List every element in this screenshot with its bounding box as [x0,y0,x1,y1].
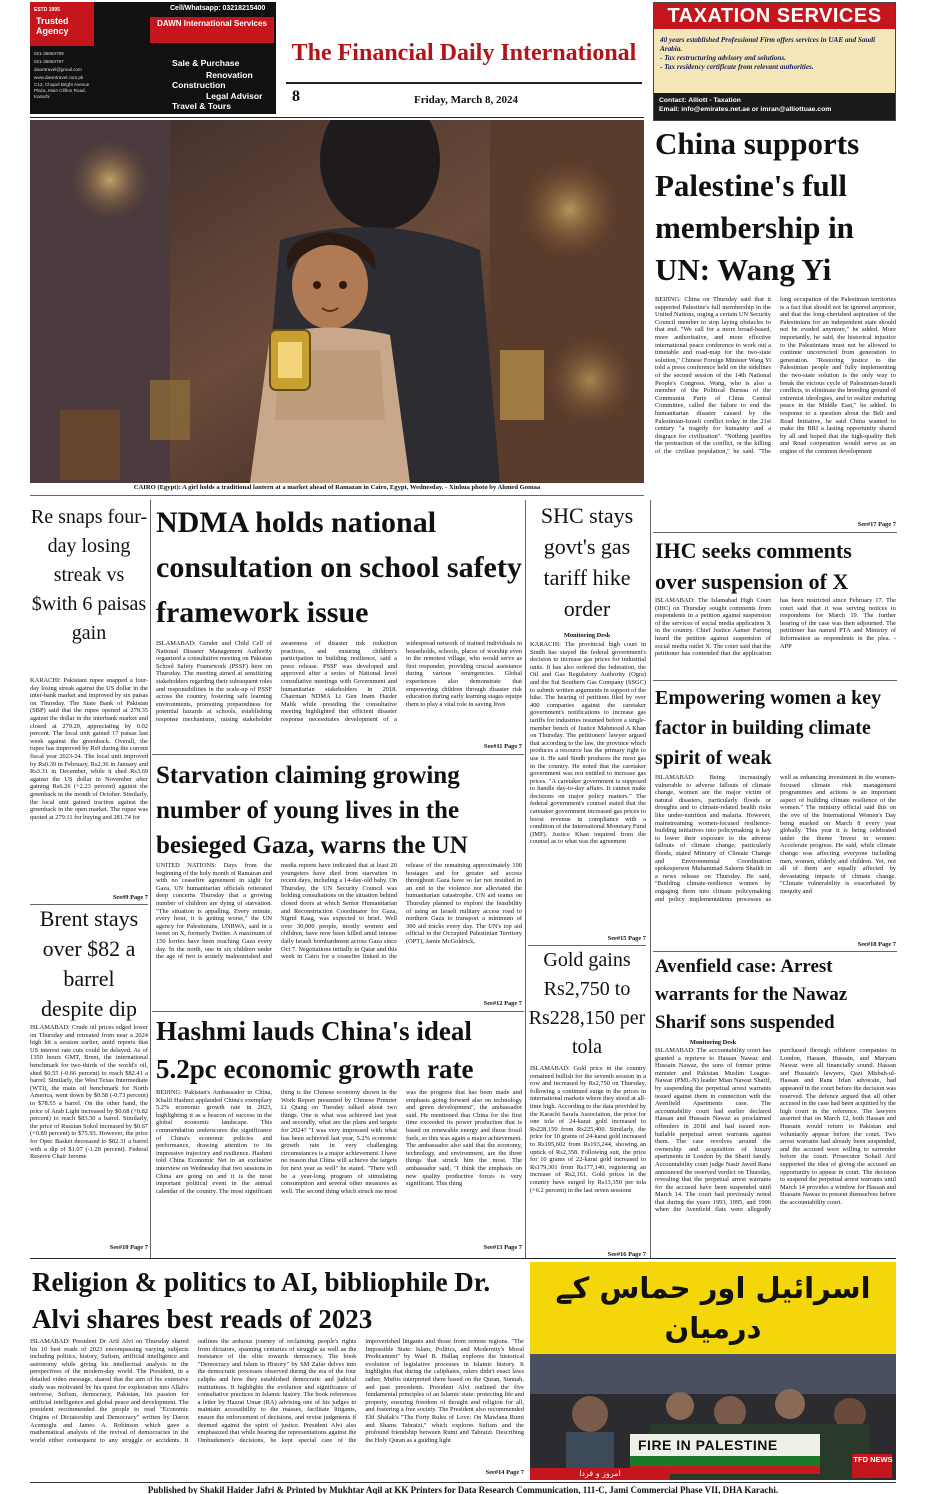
headline-rupee[interactable]: Re snaps four-day losing streak vs $with 6 paisas gain [30,506,148,644]
headline-gaza[interactable]: Starvation claiming growing number of young lives in the besieged Gaza, warns the UN [156,762,468,859]
see-page-link[interactable]: See#14 Page 7 [485,1469,524,1476]
article-ihc-body [655,597,896,677]
newspaper-title: The Financial Daily International [291,40,637,66]
photo-caption: CAIRO (Egypt): A girl holds a traditional lantern at a market ahead of Ramazan in Cairo, Egypt, Wednesday. - Xinhua photo by Ahmed Gomaa [133,484,541,491]
headline-brent[interactable]: Brent stays over $82 a barrel despite dip [39,906,139,1021]
article-gold-body [530,1065,646,1252]
byline: Monitoring Desk [689,1039,737,1046]
headline-ndma[interactable]: NDMA holds national consultation on school safety framework issue [156,506,522,629]
left-advertisement[interactable] [30,2,276,114]
headline-avenfield[interactable]: Avenfield case: Arrest warrants for the Nawaz Sharif sons suspended [655,956,848,1033]
contact-line: www.dawntravel.com.pk [34,75,84,80]
service-item: Renovation [206,70,253,80]
byline: Monitoring Desk [563,632,611,639]
contact-line: 021-35863797 [34,59,64,64]
ad-email-line: Email: info@emirates.net.ae or imran@alliottuae.com [659,106,832,113]
taxation-advertisement[interactable] [653,2,896,121]
article-text: BEIJING: Pakistan's Ambassador to China, Khalil Hashmi applauded China's exemplary 5.2% economic growth rate in 2023, highlighting it as a beacon of success in the global economic landscape. This commendation underscores the significance of China's economic policies and performance, drawing attention to its impressive trajectory and resilience. Hashmi told China Economic Net in an exclusive interview on Wednesday that two sessions in China are going on and it is the most important political event in the annual calendar of the country. The most significant thing is the Chinese economy shown in the Work Report presented by Chinese Premier Li Qiang on Tuesday talked about two things. One is what was achieved last year and secondly, what are the plans and targets for 2024? "I was very impressed with what has been achieved last year, 5.2% economic growth rate in very challenging circumstances is a major achievement. I have no reason that China will achieve the targets for next year as well" he stated. "There will be a year-long program of stimulating consumption and several other measures as well. The second thing which struck me most was the progress that has been made and emphasis going forward also on technology and green development", the ambassador said. He mentioned that China for the first time exceeded its power production that is based on renewable energy and those fossil fuels, so this was again a major achievement. The ambassador also said that the economy, technology, and environment, are the three things that struck him the most. The ambassador said, "I think the emphasis on new quality productive forces is very significant. This thing [156,1089,522,1195]
header-divider [30,117,644,118]
headline-china[interactable]: China supports Palestine's full membership in UN: Wang Yi [655,126,860,287]
article-women-body [655,774,896,942]
contact-list [34,50,94,100]
article-text: KARACHI: The provincial high court in Sindh has stayed the federal government's decision to increase gas prices for industrial units. It has also ordered the federation, the Oil and Gas Regulatory Authority (Ogra) and the Sui Southern Gas Company (SSGC) to submit written arguments in support of the hike. The hearing of petitions filed by over 400 companies against the caretaker government's notifications to increase gas tariffs for industries resumed before a single-member bench of Justice Mahmood A Khan on Thursday. The petitioners' lawyer argued that according to the law, the province which produces a resource has the primary right to use it. He said Sindh produces the most gas in the country. He noted that the caretaker government was not entitled to increase gas prices. "A caretaker government is supposed to handle day-to-day affairs. It cannot make decisions on major policy matters." The federal government's counsel stated that the caretaker government increased gas prices to boost revenue in compliance with a condition of the International Monetary Fund (IMF). Justice Khan inquired from the counsel as to what was the agreement [530,641,646,846]
headline-hashmi[interactable]: Hashmi lauds China's ideal 5.2pc economic growth rate [156,1016,474,1084]
jump-hashmi[interactable] [156,1244,522,1251]
see-page-link[interactable]: See#15 Page 7 [607,935,646,942]
article-alvi-body [30,1338,524,1470]
headline-gold[interactable]: Gold gains Rs2,750 to Rs228,150 per tola [528,949,646,1058]
service-item: Sale & Purchase [172,58,240,68]
article-text: ISLAMABAD: Crude oil prices edged lower on Thursday and retreated from near a 2024 high hit a session earlier, amid reports that US interest rate cuts could be delayed. As of 1350 hours GMT, Brent, the international benchmark for two-thirds of the world's oil, shed $0.55 (-0.66 percent) to reach $82.41 a barrel. Similarly, the West Texas Intermediate (WTI), the main oil benchmark for North America, went down by $0.58 (-0.73 percent) to $78.55 a barrel. On the other hand, the price of Arab Light increased by $0.68 (+0.82 percent) to reach $83.50 a barrel. Similarly, the price of Russian Sokol increased by $0.67 (+0.89 percent) to $75.93. However, the price for Opec Basket decreased to $82.31 a barrel with a dip of $1.07 (-1.28 percent). Federal Reserve Chair Jerome [30,1024,148,1161]
jump-shc[interactable] [530,935,646,942]
see-page-link[interactable]: See#18 Page 7 [857,941,896,948]
article-brent-body [30,1024,148,1232]
headline-alvi[interactable]: Religion & politics to AI, bibliophile Dr. Alvi shares best reads of 2023 [32,1267,491,1334]
see-page-link[interactable]: See#11 Page 7 [484,743,522,750]
publication-date: Friday, March 8, 2024 [414,94,518,106]
ad-body [654,29,895,93]
trusted-agency-badge [30,2,94,46]
urdu-caption: امروز و فردا [579,1469,621,1478]
article-china-body [655,296,896,521]
article-text: ISLAMABAD: Gold price in the country remained bullish for the seventh session in a row and increased by Rs2,750 on Thursday, following a continued surge in the prices in international markets where they stood at all-time high. According to the data provided by the Karachi Sarafa Association, the price for one tola of 24-karat gold increased to Rs228,150 from Rs225,400. Similarly, the price for 10 grams of 24-karat gold increased to Rs195,602 from Rs193,244, showing an uptick of Rs2,358. Following suit, the price for 10 grams of 22-karat gold increased to Rs179,301 from Rs177,140, registering an increase of Rs2,161. Gold prices in the country have surged by Rs13,350 per tola (+6.2 percent) in the last seven sessions [530,1065,646,1194]
article-text: UNITED NATIONS: Days from the beginning of the holy month of Ramazan and with no ceasefire agreement in sight for Gaza, UN humanitarian officials reiterated deep concerns Thursday that a growing number of children are dying of starvation. "The situation is appalling. Every minute, every hour, it is getting worse," the UN agency for Palestinians, UNRWA, said in a tweet on X, formerly Twitter. A maximum of 150 lorries have been reaching Gaza every day. In the north, one in six children under the age of two is acutely malnourished and media reports have indicated that at least 20 youngsters have died from starvation in recent days, including a 14-day-old baby. On Thursday, the UN Security Council was holding consultations on the situation behind closed doors at which Senior Humanitarian and Reconstruction Coordinator for Gaza, Sigrid Kaag, was expected to brief. Well over 30,000 people, mostly women and children, have now been killed amid intense daily Israeli bombardment across Gaza since Oct 7. Negotiations initially in Qatar and this week in Cairo for a ceasefire linked to the release of the remaining approximately 100 hostages and for greater aid access throughout Gaza have so far not resulted in an end to the violence nor alleviated the humanitarian catastrophe. UN aid teams on Thursday planned to explore the feasibility of using an Israeli military access road to northern Gaza to transport a minimum of 300 aid trucks every day. The UN's top aid official in the Occupied Palestinian Territory (OPT), Jamie McGoldrick, [156,862,522,961]
ad-line: - Tax residency certificate from relevant authorities. [660,63,814,71]
column-rule [150,500,151,1258]
divider [152,754,524,755]
tfd-news-logo: TFD NEWS [853,1455,893,1464]
service-item: Legal Advisor [206,91,263,101]
jump-ndma[interactable] [156,743,522,750]
contact-line: dawntravel@gmail.com [34,67,82,72]
column-rule [525,500,526,1258]
article-hashmi-body [156,1089,522,1245]
see-page-link[interactable]: See#17 Page 7 [857,521,896,528]
article-text: ISLAMABAD: Being increasingly vulnerable to adverse fallouts of climate change, women are the major victim of natural disasters, particularly floods or droughts and to climate-related health risks like under-nutrition and malaria. However, mainstreaming women-focused resilience-building initiatives into policymaking is key to lower their exposure to the adverse fallouts of climate change, particularly floods, stated Ministry of Climate Change and Environmental Coordination spokesperson Muhammad Saleem Shaikh in a news release on Thursday. He said, "Building climate-resilience women by engaging them into climate policymaking and policy implementations processes as well as enhancing investment in the women-focused climate risk management programmes and actions is an important aspect of building climate resilience of the women." The ministry official said this on the eve of the International Women's Day being marked on March 8 every year globally. This year it is being celebrated under the theme 'Invest in women: Accelerate progress. He said, while climate change was affecting everyone including men, women, elderly and children. Yet, not all of them are equally affected by devastating impacts of climate change. "Climate vulnerability is exacerbated by inequity and [655,774,896,903]
service-item: Construction [172,80,226,90]
article-text: BEIJING: China on Thursday said that it supported Palestine's full membership in the United Nations, urging a certain UN Security Council member to stop laying obstacles to that end. "We call for a more broad-based, more authoritative, and more effective international peace conference to work out a timetable and road-map for the two-state solution," Chinese Foreign Minister Wang Yi told a press conference held on the sidelines of the second session of the 14th National People's Congress. Wang, who is also a member of the Political Bureau of the Communist Party of China Central Committee, called the failure to end the humanitarian disaster caused by the Palestinian-Israeli conflict today in the 21st century "a tragedy for humanity and a disgrace for civilization". "Nothing justifies the protraction of the conflict, or the killing of the civilian population," he said. "The long occupation of the Palestinian territories is a fact that should not be ignored anymore, and that the long-cherished aspiration of the Palestinians for an independent state should not be evaded anymore," he added. More importantly, he said, the historical injustice to the Palestinians must not be allowed to continue uncorrected from generation to generation. "Restoring justice to the Palestinian people and fully implementing the two-state solution is the only way to break the vicious cycle of Palestinian-Israeli conflicts, to eliminate the breeding ground of extremist ideologies, and to realize enduring peace in the Middle East," he added. In response to a question about the Belt and Road Initiative, he said China wanted to make the BRI a lasting opportunity shared by all and hoped that the high-quality Belt and Road cooperation would serve as an engine of the common development [655,296,896,455]
ad-line: 40 years established Professional Firm offers services in UAE and Saudi Arabia. [660,36,876,53]
jump-women[interactable] [655,941,896,948]
jump-gold[interactable] [530,1251,646,1258]
headline-ihc[interactable]: IHC seeks comments over suspension of X [655,538,852,594]
see-page-link[interactable]: See#16 Page 7 [607,1251,646,1258]
protest-photo [530,1354,896,1480]
article-text: ISLAMABAD: Gender and Child Cell of National Disaster Management Authority organized a consultative meeting on Pakistan School Safety Framework (PSSF) here on Thursday. The meeting aimed at sensitizing stakeholders regarding their subsequent roles and responsibilities in the scale-up of PSSF across the country, fostering safe learning environments, promoting preparedness for potential hazards at schools, establishing response mechanisms, raising stakeholder awareness of disaster risk reduction practices, and ensuring children's participation in building resilience, said a press release. PSSF was developed and approved after a series of National level consultative meetings with Government and humanitarian stakeholders in 2018. Chairman NDMA Lt Gen Inam Haider Malik while presiding the consultative meeting highlighted that efficient disaster response necessitates development of a widespread network of trained individuals in households, schools, places of worship even in the remotest village, who would serve as first responder, providing crucial assistance during various emergencies. Global experiences also demonstrate that empowering children through disaster risk education during early learning stages equips them to play a vital role in saving lives [156,640,522,723]
see-page-link[interactable]: See#13 Page 7 [483,1244,522,1251]
article-text: ISLAMABAD: President Dr Arif Alvi on Thursday shared his 10 best reads of 2023 encompassing varying subjects including politics, history, Sufism, artificial intelligence and astronomy while giving his intellectual analysis in the perspectives of the modern-day world. The President, in a detailed video message, shared that the aim of his extensive study was motivated by his quest for exploration into Allah's universe, Sufism, democracy, Pakistan, his passion for artificial intelligence and global peace and development. The president recommended the people to read "Economic Origins of Dictatorship and Democracy" written by Daron Acemoglu and James A. Robinson which gave a mathematical analysis of the revival of democracies in the world either consequent to any struggle or accidents. It outlines the arduous journey of reclaiming people's rights from dictators, spanning centuries of struggle as well as the resistance of the elite towards democracy. The book "Democracy and Islam in History" by SM Zafar delves into the democratic processes observed during the era of the four caliphs and how they established democratic and judicial institutions. It highlights the evolution and significance of consultative practices in Islamic history. The book references a letter by Hazrat Umar (RA) advising one of his judges to maintain accessibility to the masses, facilitate litigants, ensure the enforcement of decisions, and revise judgments if deemed against the spirit of justice. President Alvi also emphasized that while hearing the representations against the Ombudsmen's decisions, he kept special care of the impoverished litigants and those from remote regions. "The Impossible State: Islam, Politics, and Modernity's Moral Predicament" by Wael B. Hallaq explores the historical evolution of legislative processes in Islamic history. It highlights that during the caliphates, rulers didn't enact laws rather, Muftis interpreted them based on the Quran, Sunnah, and past precedents. President Alvi outlined the five fundamental principles of an Islamic state: protecting life and property, ensuring freedom of thought and religion for all, and fostering a free society. The President also recommended Elif Shafak's "The Forty Rules of Love: On Mawlana Rumi and Shams Tabraizi," which explores Sufism and the profound friendship between Rumi and Tabraizi. Describing the Holy Quran as a guiding light [30,1338,524,1444]
jump-gaza[interactable] [156,1000,522,1007]
jump-brent[interactable] [30,1244,148,1251]
ad-contact [654,93,895,120]
article-shc-body [530,641,646,934]
column-rule [650,500,651,1258]
brand-name: DAWN International Services [150,17,274,43]
article-text: KARACHI: Pakistani rupee snapped a four-day losing streak against the US dollar in the inter-bank market and improved by six paisas on Thursday. The State Bank of Pakistan (SBP) said that the rupee opened at 279.35 against the dollar in the interbank market and closed at 279.29, appreciating by 0.02 percent. The local unit gained 17 paisas last week against the greenback. Overall, the rupee has improved by Rs9 during the current fiscal year 2023-24. The local unit improved by Rs0.39 in February, Rs2.36 in January and Rs3.31 in December, while it shed Rs3.69 against the US dollar in November after gaining Rs6.26 (+2.23 percent) against the greenback in the month of October. Similarly, the local unit gained traction against the greenback in the open market. The rupee was quoted at 279.11 for buying and 281.74 for [30,677,148,821]
article-gaza-body [156,862,522,1001]
page-number: 8 [292,88,300,105]
article-ndma-body [156,640,522,744]
jump-rupee[interactable] [30,894,148,901]
contact-line: 021-35863789 [34,51,64,56]
article-text: ISLAMABAD: The accountability court has granted a reprieve to Hassan Nawaz and Hussain Nawaz, the sons of former prime minister and Pakistan Muslim League-Nawaz (PML-N) leader Mian Nawaz Sharif, by suspending the perpetual arrest warrants issued against them in connection with the Avenfield Apartments case. The accountability court had earlier declared Hassan and Hussain Nawaz as proclaimed offenders in 2018 and had issued non-bailable perpetual arrest warrants against them. The case revolves around the ownership and acquisition of luxury apartments in London by the Sharif family. Accountability court judge Nasir Javed Rana announced the reserved verdict on Thursday, revealing that the perpetual arrest warrants for the accused have been suspended until March 14. The court had previously noted that during the years 1993, 1995, and 1996 when the Avenfield flats were allegedly purchased through offshore companies in London, Hassan, Hussain, and Maryam Nawaz were all financially sound. Hassan and Hussain's lawyers, Qazi Misbah-ul-Hassan and Rana Irfan advocate, had appeared in the court before the decision was reserved. The defence argued that all other accused in the case had been acquitted by the high court in the reference. The lawyers asserted that on March 12, both Hassan and Hussain would return to Pakistan and voluntarily appear before the court. Two arrest warrants had already been suspended, and the accused were willing to surrender before the court. Prosecutor Sohail Arif supported the idea of giving the accused an opportunity to appear in court. The decision to suspend the perpetual arrest warrants until March 14 provides a window for Hassan and Hussain Nawaz to present themselves before the accountability court. [655,1047,896,1214]
see-page-link[interactable]: See#10 Page 7 [109,1244,148,1251]
jump-alvi[interactable] [30,1469,524,1476]
photo-divider [30,495,644,496]
imprint-footer: Published by Shakil Haider Jafri & Printed by Mukhtar Aqil at KK Printers for Data Research Communication, 111-C, Jami Commercial Phase VII, DHA Karachi. [30,1482,896,1494]
urdu-line: اسرائیل اور حماس کے درمیان [555,1271,871,1345]
phone-number: Cell/Whatsapp: 03218215400 [170,5,266,12]
lantern-girl-illustration [30,120,644,483]
headline-women[interactable]: Empowering women a key factor in building climate spirit of weak [655,687,882,769]
article-rupee-body [30,677,148,894]
see-page-link[interactable]: See#9 Page 7 [112,894,148,901]
lead-photo [30,120,644,483]
ad-line: - Tax restructuring advisory and solutions. [660,54,786,62]
see-page-link[interactable]: See#12 Page 7 [483,1000,522,1007]
badge-text: Trusted Agency [36,16,69,36]
article-avenfield-body [655,1047,896,1257]
ad-contact-line: Contact: Alliott - Taxation [659,97,741,104]
urdu-news-box[interactable] [530,1262,896,1480]
article-text: ISLAMABAD: The Islamabad High Court (IHC) on Thursday sought comments from respondents in a petition against suspension of the services of social media application X in the country. Chief Justice Aamer Farooq heard the petition against suspension of social media outlet X. The court said that the petitioner has contended that the application has been restricted since February 17. The court said that it was serving notices to respondents for March 19. The further hearing of the case was then adjourned. The petitioner has named PTA and Ministry of Information as respondents in the plea. - APP [655,597,896,658]
divider [653,680,897,681]
divider [653,951,897,952]
jump-china[interactable] [655,521,896,528]
ad-title: TAXATION SERVICES [654,3,895,29]
contact-line: C12, Chapel Bright Avenue Plaza, Main Clifton Road, Karachi [34,82,90,99]
service-item: Travel & Tours [172,101,232,111]
estd-label: ESTD 1995 [34,7,60,13]
protest-banner: FIRE IN PALESTINE [638,1437,778,1453]
headline-shc[interactable]: SHC stays govt's gas tariff hike order [540,503,634,621]
masthead-rule [286,82,642,84]
divider [653,532,897,533]
section-divider [30,1258,896,1259]
